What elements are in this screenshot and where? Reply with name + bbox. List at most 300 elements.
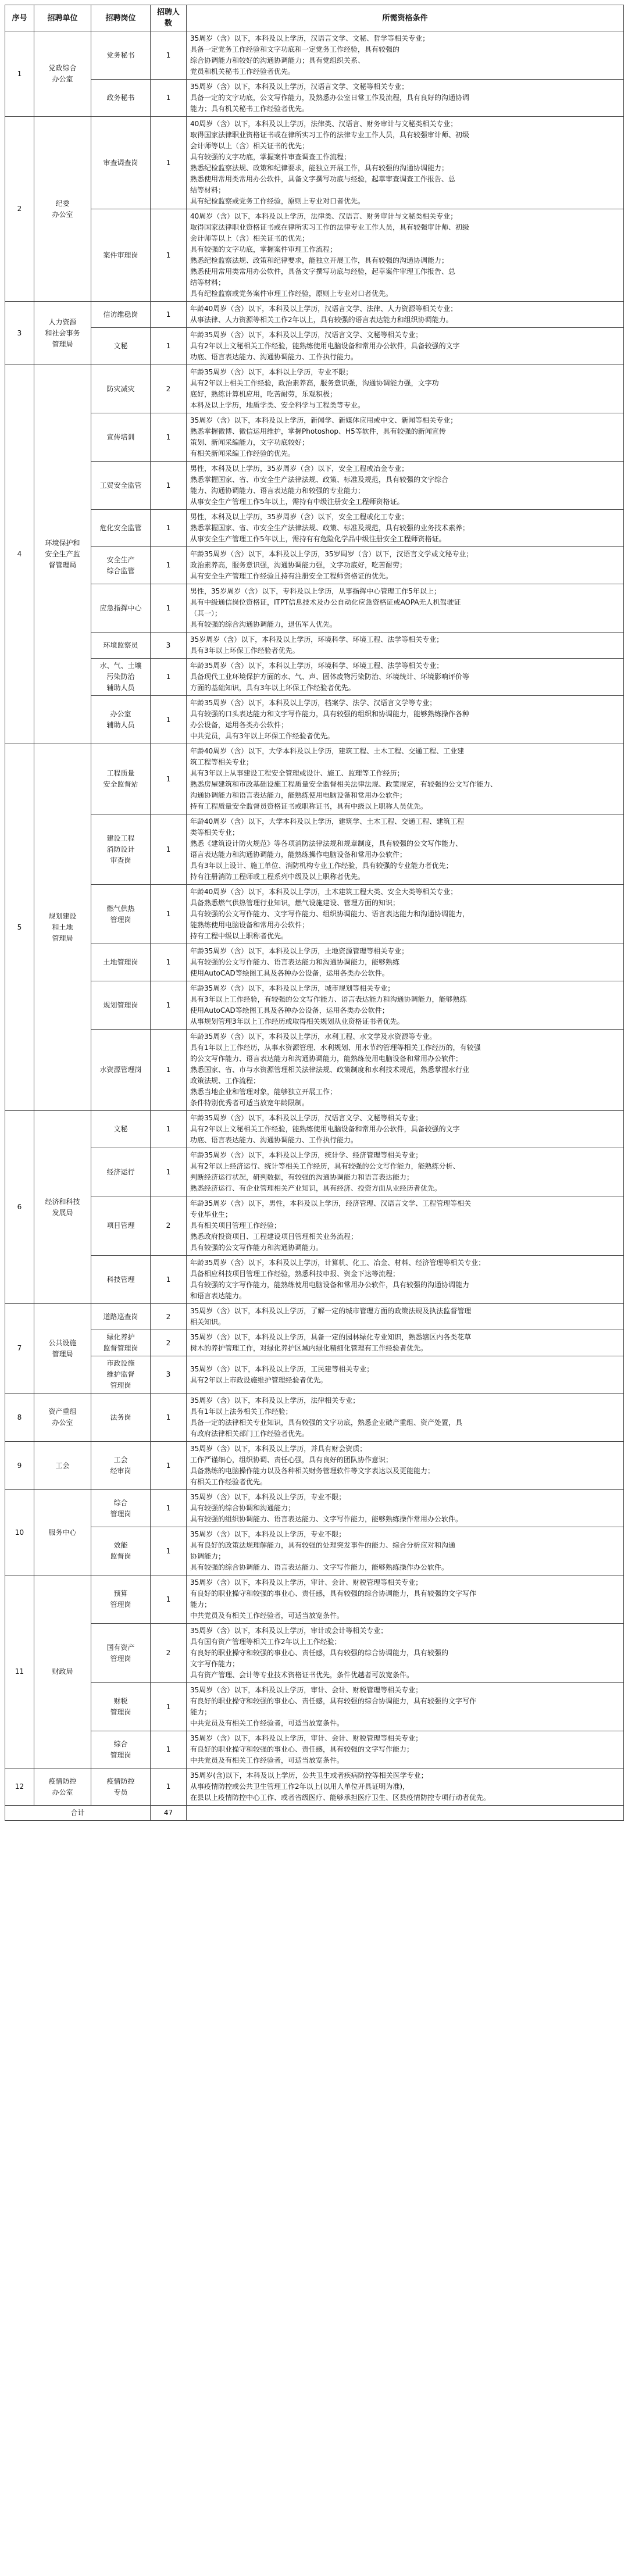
requirement-line: 具备熟练的电脑操作能力以及各种相关财务管理软件等文字表达以及更能能力； <box>190 1467 435 1475</box>
row-number: 10 <box>5 1490 34 1575</box>
requirement-line: 沟通协调能力和语言表达能力，能熟练使用电脑设备和常用办公软件； <box>190 791 407 799</box>
post-name <box>91 1394 151 1442</box>
requirement-line: 年龄35周岁（含）以下，男性，本科及以上学历，经济管理、汉语言文学、工程管理等相关 <box>190 1199 472 1207</box>
header-unit: 招聘单位 <box>34 5 91 31</box>
post-name <box>91 885 151 944</box>
post-count: 1 <box>151 1768 187 1806</box>
table-row <box>5 1442 624 1490</box>
requirement-line: 能力； <box>190 1708 212 1716</box>
requirements-cell <box>187 1256 624 1304</box>
requirement-line: 持有工程中级以上职称者优先。 <box>190 932 288 940</box>
unit-name-text: 人力资源 和社会事务 管理局 <box>45 317 80 348</box>
post-name-text: 案件审理岗 <box>103 251 138 259</box>
requirement-line: 熟悉掌握微博、微信运用维护，掌握Photoshop、H5等软件，具有较强的新闻宣传 <box>190 427 446 435</box>
requirement-line: 有良好的职业操守和较强的事业心、责任感，具有较强的文字写作能力； <box>190 1745 414 1753</box>
unit-name-text: 经济和科技 发展局 <box>45 1197 80 1217</box>
unit-name <box>34 1304 91 1394</box>
header-no: 序号 <box>5 5 34 31</box>
post-name-text: 综合 管理岗 <box>110 1498 131 1518</box>
unit-name <box>34 1768 91 1806</box>
post-name <box>91 80 151 117</box>
table-row <box>5 365 624 413</box>
post-count: 1 <box>151 1148 187 1196</box>
requirement-line: 男性，本科及以上学历，35岁周岁（含）以下，安全工程或化工专业； <box>190 513 409 521</box>
post-count: 1 <box>151 1731 187 1768</box>
table-row <box>5 1330 624 1356</box>
requirement-line: 类等相关专业； <box>190 828 240 837</box>
post-count: 1 <box>151 80 187 117</box>
post-count: 1 <box>151 302 187 328</box>
requirement-line: 具有纪检监察或党务工作经验，原则上专业对口者优先。 <box>190 197 365 205</box>
requirement-line: 35周岁（含）以下，本科及以上学历，审计或会计等相关专业； <box>190 1627 388 1635</box>
requirement-line: 年龄35周岁（含）以下，本科及以上学历，土地资源管理等相关专业； <box>190 947 409 955</box>
post-name-text: 预算 管理岗 <box>110 1589 131 1609</box>
requirement-line: 有政府法律相关部门工作经验者优先。 <box>190 1430 309 1438</box>
unit-name <box>34 1490 91 1575</box>
table-row <box>5 209 624 302</box>
post-name-text: 科技管理 <box>106 1275 135 1284</box>
requirement-line: 35周岁（含）以下，本科及以上学历，具备一定的园林绿化专业知识，熟悉辖区内各类花草 <box>190 1333 472 1341</box>
requirements-cell <box>187 1030 624 1111</box>
post-name <box>91 302 151 328</box>
post-count: 1 <box>151 547 187 584</box>
post-count: 2 <box>151 365 187 413</box>
unit-name-text: 疫情防控 办公室 <box>48 1777 77 1796</box>
post-name <box>91 510 151 547</box>
requirement-line: 35周岁(含)以下，本科及以上学历，公共卫生或者疾病防控等相关医学专业； <box>190 1771 428 1780</box>
post-count: 2 <box>151 1196 187 1256</box>
requirement-line: 协调能力； <box>190 1552 226 1560</box>
requirement-line: 具有较强的公文写作能力、文字写作能力、组织协调能力、语言表达能力和沟通协调能力， <box>190 910 470 918</box>
requirement-line: 具有资产管理、会计等专业技术资格证书优先，条件优越者可放宽条件。 <box>190 1671 414 1679</box>
post-name <box>91 328 151 365</box>
requirements-cell <box>187 328 624 365</box>
table-row <box>5 1490 624 1527</box>
post-count: 1 <box>151 584 187 633</box>
table-row <box>5 1196 624 1256</box>
row-number: 1 <box>5 31 34 117</box>
requirement-line: 具备一定的法律相关专业知识，具有较强的文字功底，熟悉企业破产重组、资产处置，具 <box>190 1419 463 1427</box>
unit-name-text: 环境保护和 安全生产监 督管理局 <box>45 539 80 569</box>
unit-name-text: 工会 <box>55 1461 70 1470</box>
unit-name-text: 财政局 <box>52 1667 73 1675</box>
unit-name <box>34 1394 91 1442</box>
requirement-line: 具有国有资产管理等相关工作2年以上工作经验； <box>190 1638 341 1646</box>
requirement-line: 具有较强的文字功底，掌握案件审查调查工作流程； <box>190 153 351 161</box>
table-row <box>5 1148 624 1196</box>
post-count: 2 <box>151 1624 187 1683</box>
post-name <box>91 1030 151 1111</box>
post-name <box>91 31 151 80</box>
requirement-line: 从事安全生产管理工作5年以上，需持有中级注册安全工程师资格证。 <box>190 498 404 506</box>
requirement-line: 政治素养高，服务意识强，沟通协调能力强，文字功底好，吃苦耐劳； <box>190 561 407 569</box>
post-count: 1 <box>151 1394 187 1442</box>
requirement-line: 具有2年以上市政设施维护管理经验者优先。 <box>190 1375 327 1384</box>
requirements-cell <box>187 1575 624 1624</box>
requirement-line: 中共党员及有相关工作经验者，可适当放宽条件。 <box>190 1719 344 1727</box>
post-name-text: 工会 经审岗 <box>110 1456 131 1475</box>
post-name-text: 水、气、土壤 污染防治 辅助人员 <box>99 662 142 692</box>
post-name <box>91 1527 151 1575</box>
post-count: 1 <box>151 1575 187 1624</box>
requirement-line: 35周岁（含）以下，本科及以上学历，专业不限； <box>190 1530 346 1538</box>
requirement-line: 取得国家法律职业资格证书或在律所实习工作的法律专业工作人员，具有较强审计师、初级 <box>190 223 470 231</box>
requirement-line: 年龄35周岁（含）以下，本科及以上学历，水利工程、水文学及水资源等专业。 <box>190 1032 437 1041</box>
row-number: 4 <box>5 365 34 744</box>
requirements-cell <box>187 462 624 510</box>
post-name <box>91 814 151 885</box>
requirements-cell <box>187 413 624 462</box>
post-name-text: 经济运行 <box>106 1167 135 1176</box>
table-row <box>5 1356 624 1394</box>
post-name <box>91 413 151 462</box>
post-name <box>91 659 151 696</box>
requirements-cell <box>187 1490 624 1527</box>
post-name-text: 文秘 <box>113 342 128 350</box>
post-name <box>91 1256 151 1304</box>
requirement-line: 使用AutoCAD等绘图工具及各种办公设备，运用各类办公软件； <box>190 1006 389 1014</box>
requirement-line: 结等材料； <box>190 186 226 194</box>
post-name <box>91 1330 151 1356</box>
requirement-line: 能力、沟通协调能力、语言表达能力和较强的专业能力； <box>190 487 365 495</box>
post-count: 1 <box>151 1256 187 1304</box>
requirement-line: 有良好的职业操守和较强的事业心、责任感，具有较强的综合协调能力，具有较强的 <box>190 1649 449 1657</box>
requirements-cell <box>187 814 624 885</box>
post-count: 1 <box>151 744 187 814</box>
post-name <box>91 1304 151 1330</box>
requirement-line: 年龄35周岁（含）以下，本科及以上学历，档案学、法学、汉语言文学等专业； <box>190 699 437 707</box>
post-name-text: 法务岗 <box>110 1413 131 1421</box>
requirements-cell <box>187 981 624 1030</box>
requirement-line: 具有3年以上环保工作经验者优先。 <box>190 646 299 655</box>
requirement-line: 35岁周岁（含）以下，本科及以上学历，环境科学、环境工程、法学等相关专业； <box>190 635 444 644</box>
post-count: 3 <box>151 1356 187 1394</box>
requirement-line: 具有2年以上相关工作经验，政治素养高，服务意识强，沟通协调能力强，文字功 <box>190 379 439 387</box>
requirement-line: 会计师等以上（含）相关证书的优先； <box>190 234 309 242</box>
table-row <box>5 413 624 462</box>
unit-name <box>34 117 91 302</box>
requirement-line: 熟悉掌握国家、省、市安全生产法律法规、政策、标准及规范，具有较强的文字综合 <box>190 476 449 484</box>
row-number: 2 <box>5 117 34 302</box>
post-name-text: 水资源管理岗 <box>99 1066 142 1074</box>
post-name <box>91 744 151 814</box>
requirement-line: 35周岁（含）以下，本科及以上学历，汉语言文学、文秘等相关专业； <box>190 83 409 91</box>
recruitment-table <box>5 5 624 1821</box>
requirement-line: 35周岁（含）以下，本科及以上学历，专业不限； <box>190 1493 346 1501</box>
table-row <box>5 885 624 944</box>
table-row <box>5 462 624 510</box>
post-name-text: 土地管理岗 <box>103 958 138 966</box>
requirement-line: 中共党员及有相关工作经验者，可适当放宽条件。 <box>190 1756 344 1764</box>
requirement-line: 和语言表达能力。 <box>190 1292 247 1300</box>
table-row <box>5 944 624 981</box>
header-post: 招聘岗位 <box>91 5 151 31</box>
post-name <box>91 1356 151 1394</box>
requirement-line: 有良好的职业操守和较强的事业心、责任感，具有较强的综合协调能力，具有较强的文字写作 <box>190 1697 477 1705</box>
table-header-row <box>5 5 624 31</box>
unit-name <box>34 365 91 744</box>
requirement-line: 工作严谨细心，组织协调、责任心强，具有良好的团队协作意识； <box>190 1456 393 1464</box>
requirement-line: 年龄40周岁（含）以下，大学本科及以上学历，建筑工程、土木工程、交通工程、工业建 <box>190 747 465 755</box>
requirement-line: 熟悉经济运行、有企业管理相关产业知识，具有经济、投资方面从业经历者优先。 <box>190 1184 442 1192</box>
requirement-line: 能力；具有机关秘书工作经验者优先。 <box>190 105 309 113</box>
requirement-line: 男性，35岁周岁（含）以下，专科及以上学历，从事指挥中心管理工作5年以上； <box>190 587 441 595</box>
unit-name <box>34 302 91 365</box>
requirement-line: 35周岁（含）以下，本科及以上学历，了解一定的城市管理方面的政策法规及执法监督管理 <box>190 1307 472 1315</box>
requirement-line: 结等材料； <box>190 278 226 287</box>
post-name-text: 建设工程 消防设计 审查岗 <box>106 834 135 864</box>
requirements-cell <box>187 510 624 547</box>
requirement-line: 筑工程等相关专业； <box>190 758 254 766</box>
requirement-line: 有相关工作经验者优先。 <box>190 1478 267 1486</box>
requirement-line: 具有较强的综合沟通协调能力，退伍军人优先。 <box>190 620 337 628</box>
requirements-cell <box>187 1111 624 1148</box>
post-name <box>91 209 151 302</box>
row-number: 8 <box>5 1394 34 1442</box>
requirement-line: 熟悉房屋建筑和市政基础设施工程质量安全监督相关法律法规、政策规定，有较强的公文写作能力、 <box>190 780 498 788</box>
requirement-line: 判断经济运行状况，研判数据，有较强的沟通协调能力和语言表达能力； <box>190 1173 414 1181</box>
post-name <box>91 633 151 659</box>
requirement-line: 专业毕业生； <box>190 1210 233 1219</box>
requirement-line: 具有相关项目管理工作经验； <box>190 1221 281 1230</box>
requirement-line: 功底、语言表达能力、沟通协调能力、工作执行能力。 <box>190 353 358 361</box>
post-count: 1 <box>151 696 187 744</box>
requirements-cell <box>187 1148 624 1196</box>
requirements-cell <box>187 885 624 944</box>
requirement-line: 功底、语言表达能力、沟通协调能力、工作执行能力。 <box>190 1136 358 1144</box>
post-count: 1 <box>151 1030 187 1111</box>
row-number: 12 <box>5 1768 34 1806</box>
post-name-text: 文秘 <box>113 1125 128 1133</box>
row-number: 7 <box>5 1304 34 1394</box>
post-name <box>91 1683 151 1731</box>
requirement-line: 相关知识。 <box>190 1318 226 1326</box>
requirement-line: 具有2年以上经济运行、统计等相关工作经历，具有较强的公文写作能力，能熟练分析、 <box>190 1162 460 1170</box>
post-name <box>91 1196 151 1256</box>
table-row <box>5 1394 624 1442</box>
table-row <box>5 1731 624 1768</box>
requirements-cell <box>187 1683 624 1731</box>
post-name-text: 国有资产 管理岗 <box>106 1643 135 1663</box>
requirement-line: 中共党员及有相关工作经验者，可适当放宽条件。 <box>190 1612 344 1620</box>
requirement-line: 35周岁（含）以下，本科及以上学历，新闻学、新媒体应用或中文、新闻等相关专业； <box>190 416 458 424</box>
requirement-line: 年龄35周岁（含）以下，本科及以上学历，汉语言文学、文秘等相关专业； <box>190 1114 423 1122</box>
post-count: 2 <box>151 1304 187 1330</box>
requirement-line: 具有2年以上文秘相关工作经验，能熟练使用电脑设备和常用办公软件，具备较强的文字 <box>190 1125 460 1133</box>
requirement-line: 熟悉《建筑设计防火规范》等各项消防法律法规和规章制度，具有较强的公文写作能力、 <box>190 839 463 848</box>
requirement-line: 具有较强的公文写作能力和沟通协调能力。 <box>190 1244 323 1252</box>
requirements-cell <box>187 696 624 744</box>
post-name <box>91 1490 151 1527</box>
table-row <box>5 302 624 328</box>
requirement-line: 具有纪检监察或党务案件审理工作经验，原则上专业对口者优先。 <box>190 290 393 298</box>
requirement-line: 35周岁（含）以下，本科及以上学历，法律相关专业； <box>190 1396 360 1405</box>
table-row <box>5 328 624 365</box>
requirement-line: 具备熟悉燃气供热管理行业知识，燃气设施建设、管理方面的知识； <box>190 899 400 907</box>
post-count: 1 <box>151 981 187 1030</box>
requirement-line: 的公文写作能力、语言表达能力和沟通协调能力，能熟练使用电脑设备和常用办公软件； <box>190 1055 463 1063</box>
post-name-text: 综合 管理岗 <box>110 1739 131 1759</box>
requirement-line: （其一）； <box>190 609 222 617</box>
requirement-line: 从事安全生产管理工作5年以上，需持有有危险化学品中级注册安全工程师资格证。 <box>190 535 446 543</box>
requirement-line: 从事法律、人力资源等相关工作2年以上，具有较强的语言表达能力和组织协调能力。 <box>190 316 453 324</box>
requirement-line: 35周岁（含）以下，本科及以上学历，审计、会计、财税管理等相关专业； <box>190 1578 423 1587</box>
table-row <box>5 1683 624 1731</box>
requirement-line: 具有3年以上工作经验，有较强的公文写作能力、语言表达能力和沟通协调能力，能够熟练 <box>190 995 467 1003</box>
post-name <box>91 365 151 413</box>
requirement-line: 条件特别优秀者可适当放宽年龄限制。 <box>190 1099 309 1107</box>
post-count: 1 <box>151 1111 187 1148</box>
table-row <box>5 117 624 209</box>
requirements-cell <box>187 80 624 117</box>
requirement-line: 具有较强的综合协调和沟通能力； <box>190 1504 295 1512</box>
requirement-line: 熟悉使用常用类常用办公软件，具备文字撰写功底与经验，起草审查调查工作报告、总 <box>190 175 456 183</box>
row-number: 6 <box>5 1111 34 1304</box>
table-row <box>5 1527 624 1575</box>
requirement-line: 中共党员，具有3年以上环保工作经验者优先。 <box>190 732 334 740</box>
requirement-line: 具有1年以上工作经历，从事水资源管理、水利规划、用水节约管理等相关工作经历的，有较强 <box>190 1044 481 1052</box>
post-name-text: 环境监察员 <box>103 641 138 649</box>
requirement-line: 具有3年以上设计、施工单位、消防机构专业工作经验，具有较强的专业能力者优先； <box>190 862 453 870</box>
post-name-text: 办公室 辅助人员 <box>106 710 135 729</box>
requirement-line: 年龄40周岁（含）以下，本科及以上学历，土木建筑工程大类、安全大类等相关专业； <box>190 888 458 896</box>
post-name <box>91 117 151 209</box>
post-count: 1 <box>151 328 187 365</box>
requirement-line: 具有安全生产管理工作经验且持有注册安全工程师资格证的优先。 <box>190 572 393 580</box>
table-row <box>5 31 624 80</box>
total-empty-cell <box>187 1806 624 1821</box>
post-name-text: 防灾减灾 <box>106 384 135 393</box>
requirements-cell <box>187 659 624 696</box>
row-number: 11 <box>5 1575 34 1768</box>
requirement-line: 底好，熟练计算机应用，吃苦耐劳，乐观积极； <box>190 390 337 398</box>
table-row <box>5 547 624 584</box>
requirements-cell <box>187 584 624 633</box>
post-name <box>91 944 151 981</box>
post-name-text: 规划管理岗 <box>103 1001 138 1009</box>
post-name-text: 市政设施 维护监督 管理岗 <box>106 1359 135 1389</box>
post-name <box>91 547 151 584</box>
requirement-line: 具有3年以上从事建设工程安全管理或设计、施工、监理等工作经历； <box>190 769 404 777</box>
requirement-line: 党员和机关秘书工作经验者优先。 <box>190 67 295 76</box>
requirement-line: 具有较强的综合协调能力、语言表达能力、文字写作能力，能够熟练操作办公软件。 <box>190 1563 449 1571</box>
requirement-line: 在县以上疫情防控中心工作、或者省级医疗、能够承担医疗卫生、区县疫情防控专项行动者优先。 <box>190 1793 491 1802</box>
post-name-text: 危化安全监管 <box>99 524 142 532</box>
requirement-line: 熟悉政府投资项目、工程建设项目管理相关业务流程； <box>190 1232 358 1241</box>
requirements-cell <box>187 302 624 328</box>
post-count: 1 <box>151 209 187 302</box>
post-count: 2 <box>151 1330 187 1356</box>
table-row <box>5 1304 624 1330</box>
requirement-line: 男性，本科及以上学历，35岁周岁（含）以下，安全工程或冶金专业； <box>190 465 409 473</box>
total-row <box>5 1806 624 1821</box>
table-row <box>5 744 624 814</box>
total-label: 合计 <box>5 1806 151 1821</box>
requirement-line: 具备现代工业环境保护方面的水、气、声、固体废物污染防治、环境统计、环境影响评价等 <box>190 673 470 681</box>
requirement-line: 具备一定党务工作经验和文字功底和一定党务工作经验，具有较强的 <box>190 45 400 53</box>
requirements-cell <box>187 31 624 80</box>
requirement-line: 35周岁（含）以下，本科及以上学历，工民建等相关专业； <box>190 1364 374 1373</box>
requirements-cell <box>187 547 624 584</box>
table-row <box>5 659 624 696</box>
requirement-line: 从事规划管理3年以上工作经历或取得相关规划从业资格证书者优先。 <box>190 1017 404 1026</box>
unit-name-text: 纪委 办公室 <box>52 199 73 219</box>
requirement-line: 年龄35周岁（含）以下，本科及以上学历，城市规划等相关专业； <box>190 984 395 992</box>
post-name-text: 信访维稳岗 <box>103 310 138 319</box>
unit-name-text: 党政综合 办公室 <box>48 64 77 83</box>
post-name-text: 燃气供热 管理岗 <box>106 904 135 924</box>
requirements-cell <box>187 1196 624 1256</box>
requirements-cell <box>187 1442 624 1490</box>
requirements-cell <box>187 365 624 413</box>
row-number: 5 <box>5 744 34 1111</box>
requirement-line: 持有注册消防工程师或工程系列中级及以上职称者优先。 <box>190 873 365 881</box>
requirements-cell <box>187 209 624 302</box>
unit-name-text: 资产重组 办公室 <box>48 1407 77 1427</box>
requirements-cell <box>187 1304 624 1330</box>
requirement-line: 40周岁（含）以下，本科及以上学历，法律类、汉语言、财务审计与文秘类相关专业； <box>190 212 458 220</box>
requirement-line: 年龄35周岁（含）以下，本科及以上学历，统计学、经济管理等相关专业； <box>190 1151 423 1159</box>
requirements-cell <box>187 1731 624 1768</box>
requirement-line: 树木的养护管理工作，对绿化养护区域内绿化精细化管理有工作经验者优先。 <box>190 1344 428 1352</box>
requirement-line: 熟悉使用常用类常用办公软件，具备文字撰写功底与经验，起草案件审理工作报告、总 <box>190 267 456 276</box>
table-row <box>5 80 624 117</box>
post-name-text: 党务秘书 <box>106 51 135 59</box>
post-name <box>91 1731 151 1768</box>
table-row <box>5 696 624 744</box>
header-conditions: 所需资格条件 <box>187 5 624 31</box>
requirement-line: 具有较强的口头表达能力和文字写作能力，具有较强的组织和协调能力，能够熟练操作各种 <box>190 710 470 718</box>
post-count: 1 <box>151 814 187 885</box>
post-name-text: 审查调查岗 <box>103 158 138 167</box>
requirement-line: 熟悉当地企业和管理对象，能够独立开展工作； <box>190 1088 337 1096</box>
requirement-line: 文字写作能力； <box>190 1660 240 1668</box>
requirement-line: 本科及以上学历，地质学类、安全科学与工程类等专业。 <box>190 401 365 409</box>
table-row <box>5 981 624 1030</box>
table-row <box>5 1768 624 1806</box>
unit-name <box>34 744 91 1111</box>
requirement-line: 具有较强的文字功底，掌握案件审理工作流程； <box>190 245 337 253</box>
requirement-line: 具有较强的公文写作能力、语言表达能力和沟通协调能力，能够熟练 <box>190 958 400 966</box>
requirement-line: 具有中级通信岗位资格证，ITPT信息技术及办公自动化应急资格证或AOPA无人机驾驶证 <box>190 598 461 606</box>
requirements-cell <box>187 1356 624 1394</box>
post-count: 1 <box>151 462 187 510</box>
row-number: 9 <box>5 1442 34 1490</box>
requirement-line: 取得国家法律职业资格证书或在律所实习工作的法律专业工作人员，具有较强审计师、初级 <box>190 131 470 139</box>
post-name-text: 绿化养护 监督管理岗 <box>103 1333 138 1352</box>
requirement-line: 具有2年以上文秘相关工作经验，能熟练使用电脑设备和常用办公软件，具备较强的文字 <box>190 342 460 350</box>
post-count: 1 <box>151 944 187 981</box>
post-name <box>91 1575 151 1624</box>
post-name-text: 工程质量 安全监督站 <box>103 769 138 788</box>
requirement-line: 40周岁（含）以下，本科及以上学历，法律类、汉语言、财务审计与文秘类相关专业； <box>190 120 458 128</box>
table-row <box>5 1030 624 1111</box>
post-name-text: 道路巡查岗 <box>103 1312 138 1321</box>
recruitment-table-page <box>5 5 623 1821</box>
post-name-text: 工贸安全监管 <box>99 481 142 490</box>
requirement-line: 办公设备，运用各类办公软件； <box>190 721 288 729</box>
table-row <box>5 1575 624 1624</box>
requirement-line: 有相关新闻采编工作经验的优先。 <box>190 449 295 458</box>
post-count: 1 <box>151 510 187 547</box>
requirement-line: 能熟练使用电脑设备和常用办公软件； <box>190 921 309 929</box>
requirement-line: 熟悉纪检监察法规、政策和纪律要求，能独立开展工作，具有较强的沟通协调能力； <box>190 164 449 172</box>
requirement-line: 能力； <box>190 1600 212 1609</box>
requirement-line: 持有工程质量安全监督员资格证书或职称证书，具有中级以上职称人员优先。 <box>190 802 428 810</box>
post-name <box>91 1148 151 1196</box>
table-row <box>5 510 624 547</box>
requirement-line: 熟悉掌握国家、省、市安全生产法律法规、政策、标准及规范，具有较强的业务技术素养； <box>190 524 470 532</box>
